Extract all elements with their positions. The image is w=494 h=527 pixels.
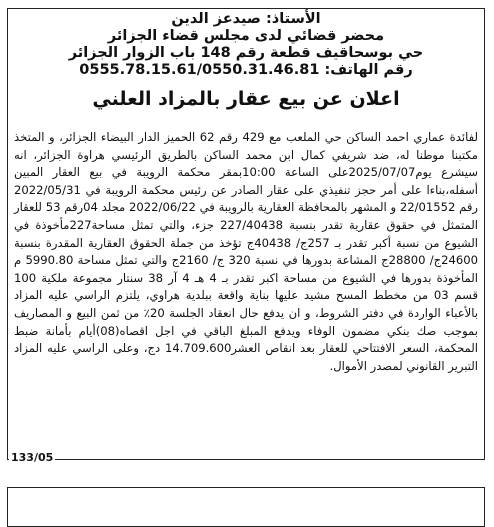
bailiff-header xyxy=(8,9,484,79)
bailiff-address: حي بوسحاقيف قطعة رقم 148 باب الزوار الجزائر xyxy=(68,45,424,61)
next-notice-frame xyxy=(7,487,485,527)
auction-notice xyxy=(7,8,485,460)
bailiff-phone-line xyxy=(8,62,484,79)
phone-label: رقم الهاتف: xyxy=(324,62,413,78)
notice-title: اعلان عن بيع عقار بالمزاد العلني xyxy=(92,88,400,110)
phone-numbers: 0555.78.15.61/0550.31.46.81 xyxy=(79,62,320,78)
notice-body: لفائدة عماري احمد الساكن حي الملعب مع 429 رقم 62 الحميز الدار البيضاء الجزائر، و المتخذ مكتبنا موطنا له، ضد شريفي كمال ابن محمد الساكن بالطريق الرئيسي هراوة الجزائر، انه سيشرع يوم2025/07/07على الساعة 10:00بمقر محكمة الرويبة في بيع العقار المبين أسفله،بناءا على أمر حجز تنفيذي على عقار الصادر عن رئيس محكمة الرويبة في 2022/05/31 رقم 22/01552 و المشهر بالمحافظة العقارية بالرويبة في 2022/06/22 مجلد 04رقم 53 للعقار المتمثل في حقوق عقارية تقدر بنسبة 227/40438 جزء، والتي تمثل مساحة227مأخوذة في الشيوع من نسبة أكبر تقدر بـ 257ج/ 40438ج تؤخذ من جملة الحقوق العقارية المقدرة بنسبة 24600ج/ 28800ج المشاعة بدورها في نسبة 320 ج/ 2160ج والتي تمثل مساحة 5990.80 م المأخوذة بدورها في الشيوع من مساحة اكبر تقدر بـ 4 هـ 4 آر 38 سنتار مجموعة ملكية 100 قسم 03 من مخطط المسح مشيد عليها بناية واقعة ببلدية هراوي، يلتزم الراسي عليه المزاد بالأعباء الواردة في دفتر الشروط، و ان يدفع حال انعقاد الجلسة 20٪ من ثمن البيع و المصاريف بموجب صك بنكي مضمون الوفاء ويدفع المبلغ الباقي في اجل اقصاه(08)أيام بأمانة ضبط المحكمة، السعر الافتتاحي للعقار بعد انقاص العشر14.709.600 دج، وعلى الراسي عليه المزاد التبرير القانوني لمصدر الأموال. xyxy=(14,130,479,373)
bailiff-title: محضر قضائي لدى مجلس قضاء الجزائر xyxy=(107,28,385,44)
reference-number: 133/05 xyxy=(11,451,54,464)
bailiff-name: الأستاذ: صيدعز الدين xyxy=(171,11,321,27)
